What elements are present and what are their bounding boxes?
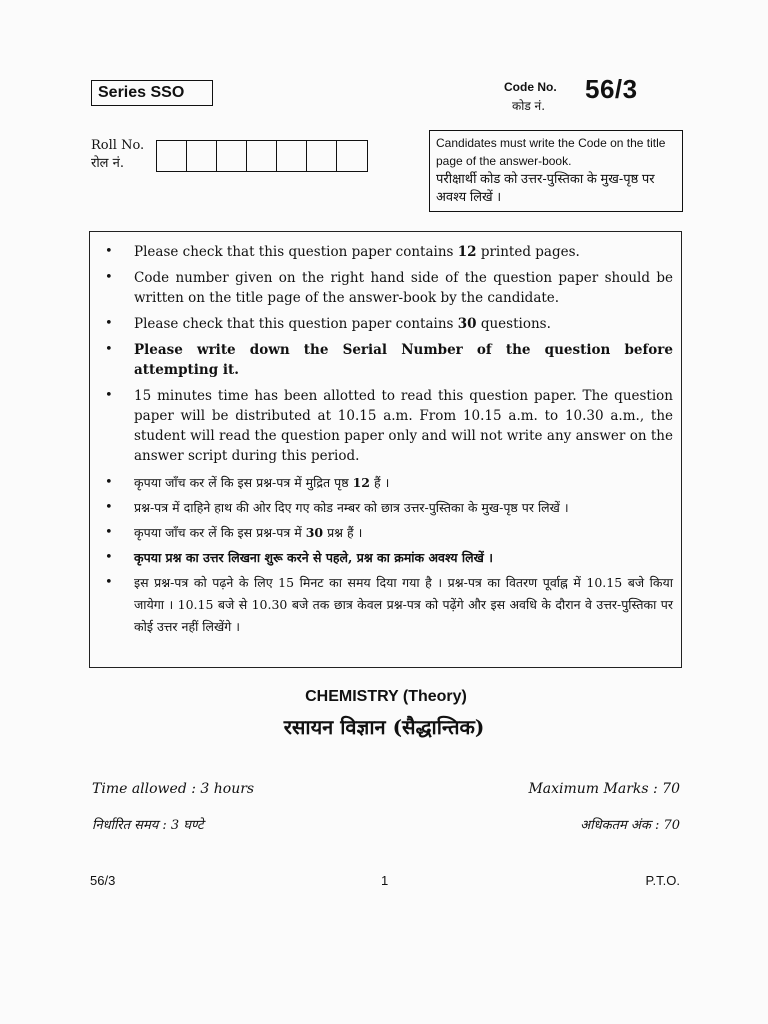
instructions-list [90,232,681,638]
bullet-icon: • [105,316,113,331]
instruction-text-pre: प्रश्न-पत्र में दाहिने हाथ की ओर दिए गए कोड नम्बर को छात्र उत्तर-पुस्तिका के मुख-पृष्ठ पर लिखें । [134,500,569,515]
subject-title-en: CHEMISTRY (Theory) [305,688,467,705]
code-label-hindi: कोड नं. [512,99,546,113]
roll-number-cell[interactable] [307,141,337,171]
candidate-note-box [429,130,683,212]
roll-number-label-hi: रोल नं. [91,156,124,171]
roll-number-label [91,137,144,173]
footer-code: 56/3 [90,873,116,888]
roll-number-cell[interactable] [217,141,247,171]
maximum-marks: Maximum Marks : 70 [528,781,680,797]
instruction-text-pre: इस प्रश्न-पत्र को पढ़ने के लिए 15 मिनट का समय दिया गया है । प्रश्न-पत्र का वितरण पूर्वाह्न में 10.15 बजे किया जायेगा । 10.15 बजे से 10.30 बजे तक छात्र केवल प्रश्न-पत्र को पढ़ेंगे और इस अवधि के दौरान वे उत्तर-पुस्तिका पर कोई उत्तर नहीं लिखेंगे । [134,575,673,634]
instruction-text-pre: कृपया जाँच कर लें कि इस प्रश्न-पत्र में [134,525,306,540]
instruction-text-strong: 30 [305,525,324,540]
instruction-text-post: हैं । [369,475,390,490]
instruction-item [105,522,673,544]
code-number: 56/3 [585,74,638,104]
instruction-text-pre: Code number given on the right hand side of the question paper should be written on the title page of the answer-book by the candidate. [134,270,673,306]
instruction-text-pre: 15 minutes time has been allotted to read this question paper. The question paper will be distributed at 10.15 a.m. From 10.15 a.m. to 10.30 a.m., the student will read the question paper only and will not write any answer on the answer script during this period. [134,388,673,464]
instruction-text-pre: कृपया जाँच कर लें कि इस प्रश्न-पत्र में मुद्रित पृष्ठ [134,475,353,490]
instruction-item [105,386,673,466]
series-label: Series SSO [91,80,213,106]
instruction-item [105,572,673,638]
instruction-item [105,547,673,569]
subject-title-hi: रसायन विज्ञान (सैद्धान्तिक) [283,715,485,739]
page-number: 1 [381,873,389,888]
roll-number-cell[interactable] [247,141,277,171]
candidate-note-en: Candidates must write the Code on the title page of the answer-book. [436,136,666,168]
roll-number-cell[interactable] [187,141,217,171]
time-allowed: Time allowed : 3 hours [92,781,255,797]
instruction-item [105,472,673,494]
instruction-text-strong: 30 [457,316,477,332]
bullet-icon: • [105,500,113,515]
maximum-marks-hi: अधिकतम अंक : 70 [580,818,680,833]
roll-number-cell[interactable] [157,141,187,171]
roll-number-cell[interactable] [337,141,367,171]
instruction-text-post: प्रश्न हैं । [323,525,363,540]
roll-number-cell[interactable] [277,141,307,171]
bullet-icon: • [105,575,113,590]
bullet-icon: • [105,244,113,259]
bullet-icon: • [105,475,113,490]
instruction-text-post: questions. [476,316,551,332]
bullet-icon: • [105,342,113,357]
code-label: Code No. [504,80,557,94]
instruction-text-strong: Please write down the Serial Number of the question before attempting it. [134,342,673,378]
instruction-text-post: printed pages. [476,244,580,260]
instructions-box [89,231,682,668]
instruction-text-pre: Please check that this question paper contains [134,316,458,332]
bullet-icon: • [105,525,113,540]
bullet-icon: • [105,388,113,403]
roll-number-label-en: Roll No. [91,138,145,153]
instruction-item [105,340,673,380]
instruction-text-strong: 12 [457,244,477,260]
instruction-text-pre: Please check that this question paper contains [134,244,458,260]
pto-label: P.T.O. [645,873,680,888]
bullet-icon: • [105,270,113,285]
instruction-item [105,497,673,519]
roll-number-boxes [156,140,368,172]
bullet-icon: • [105,550,113,565]
candidate-note-hi: परीक्षार्थी कोड को उत्तर-पुस्तिका के मुख-पृष्ठ पर अवश्य लिखें । [436,171,655,204]
instruction-item [105,242,673,262]
instruction-text-strong: कृपया प्रश्न का उत्तर लिखना शुरू करने से पहले, प्रश्न का क्रमांक अवश्य लिखें । [134,550,493,565]
instruction-item [105,268,673,308]
instruction-item [105,314,673,334]
time-allowed-hi: निर्धारित समय : 3 घण्टे [92,818,204,833]
instruction-text-strong: 12 [352,475,370,490]
